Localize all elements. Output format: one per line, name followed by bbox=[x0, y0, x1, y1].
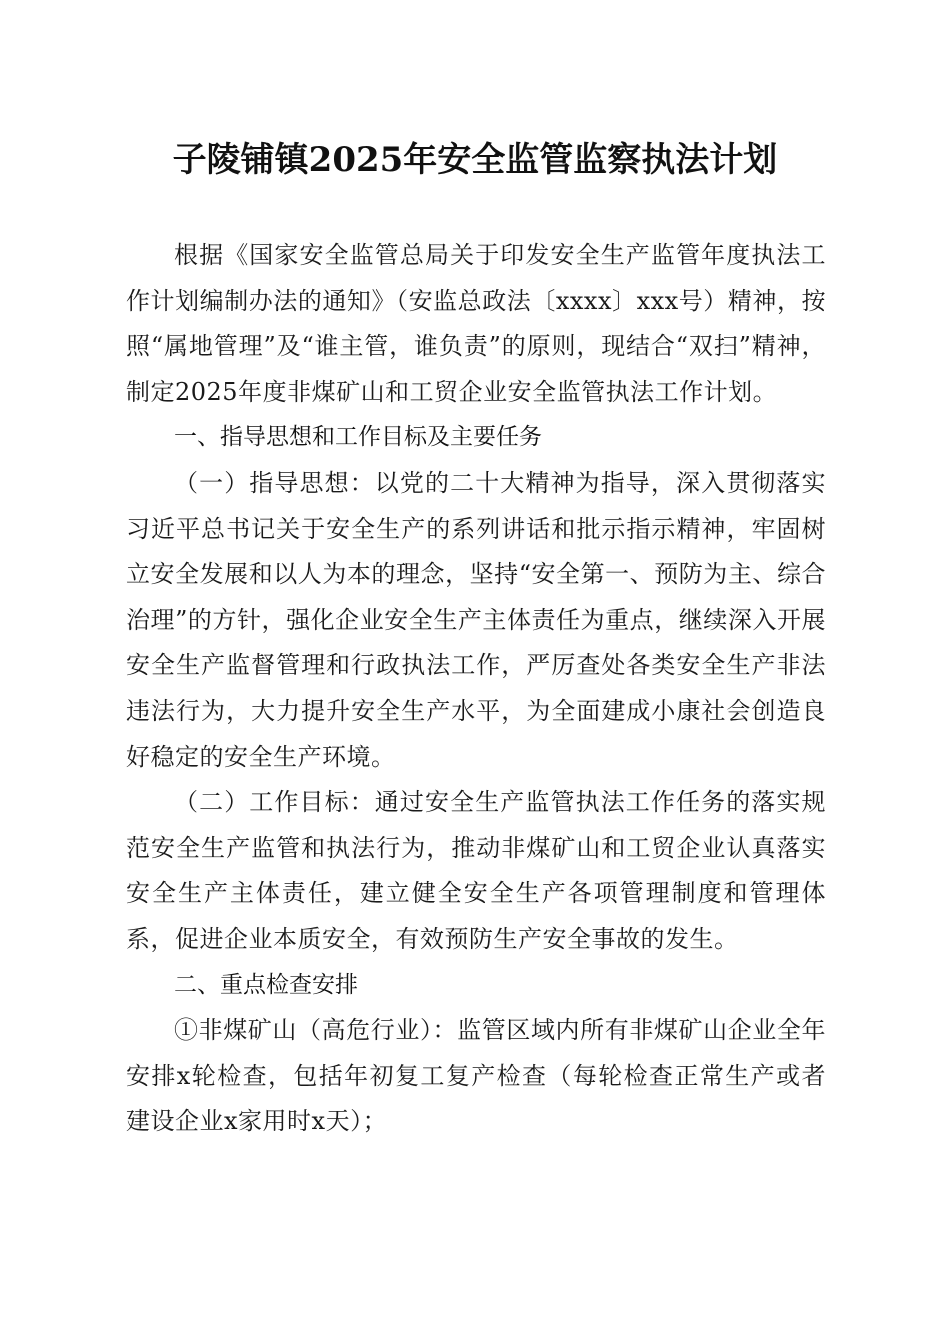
section-heading-inspection-arrangement: 二、重点检查安排 bbox=[174, 971, 358, 998]
work-goals-paragraph: （二）工作目标：通过安全生产监管执法工作任务的落实规范安全生产监管和执法行为，推动非煤矿山和工贸企业认真落实安全生产主体责任，建立健全安全生产各项管理制度和管理体系，促进企业本质安全，有效预防生产安全事故的发生。 bbox=[126, 788, 826, 953]
intro-paragraph: 根据《国家安全监管总局关于印发安全生产监管年度执法工作计划编制办法的通知》（安监总政法〔xxxx〕xxx号）精神，按照“属地管理”及“谁主管，谁负责”的原则，现结合“双扫”精神，制定2025年度非煤矿山和工贸企业安全监管执法工作计划。 bbox=[126, 241, 826, 406]
section-heading-guiding-ideology: 一、指导思想和工作目标及主要任务 bbox=[174, 424, 542, 451]
guiding-ideology-paragraph: （一）指导思想：以党的二十大精神为指导，深入贯彻落实习近平总书记关于安全生产的系列讲话和批示指示精神，牢固树立安全发展和以人为本的理念，坚持“安全第一、预防为主、综合治理”的方针，强化企业安全生产主体责任为重点，继续深入开展安全生产监督管理和行政执法工作，严厉查处各类安全生产非法违法行为，大力提升安全生产水平，为全面建成小康社会创造良好稳定的安全生产环境。 bbox=[126, 468, 826, 771]
document-title: 子陵铺镇2025年安全监管监察执法计划 bbox=[172, 140, 778, 180]
document-body bbox=[126, 233, 826, 1145]
non-coal-mine-paragraph: ①非煤矿山（高危行业）：监管区域内所有非煤矿山企业全年安排x轮检查，包括年初复工复产检查（每轮检查正常生产或者建设企业x家用时x天）； bbox=[126, 1016, 826, 1136]
